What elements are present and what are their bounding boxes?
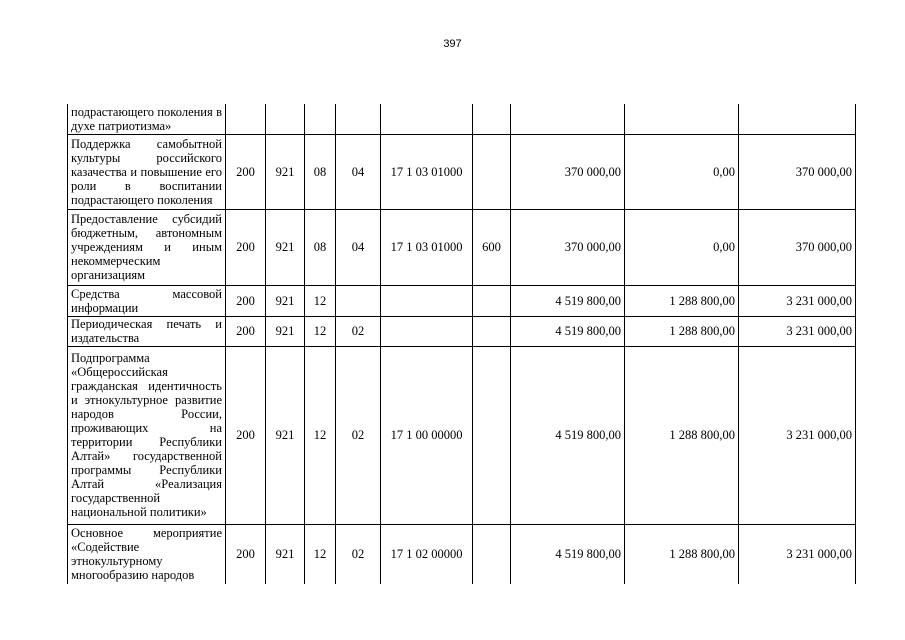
cell-expense-type (473, 316, 511, 346)
cell-amount-2: 1 288 800,00 (625, 524, 739, 584)
cell-amount-total: 370 000,00 (511, 134, 625, 209)
cell-section (305, 104, 336, 134)
row-description: Подпрограмма «Общероссийская гражданская идентичность и этнокультурное развитие народов России, проживающих на территории Республики Алтай» государственной программы Республики Алтай «Реализация государственной национальной политики» (68, 346, 226, 524)
table-row (68, 209, 856, 285)
cell-section: 12 (305, 346, 336, 524)
table-row (68, 346, 856, 524)
cell-amount-3: 3 231 000,00 (739, 316, 856, 346)
cell-amount-total: 4 519 800,00 (511, 316, 625, 346)
cell-amount-3: 3 231 000,00 (739, 346, 856, 524)
cell-code-1: 200 (226, 209, 266, 285)
cell-code-2: 921 (266, 134, 305, 209)
row-description: Поддержка самобытной культуры российского казачества и повышение его роли в воспитании подрастающего поколения (68, 134, 226, 209)
table-row (68, 285, 856, 316)
cell-amount-3: 370 000,00 (739, 134, 856, 209)
cell-amount-2: 1 288 800,00 (625, 285, 739, 316)
table-row (68, 134, 856, 209)
cell-code-1 (226, 104, 266, 134)
cell-expense-type (473, 104, 511, 134)
cell-code-1: 200 (226, 134, 266, 209)
cell-amount-3: 370 000,00 (739, 209, 856, 285)
cell-code-1: 200 (226, 285, 266, 316)
cell-subsection: 02 (336, 346, 381, 524)
row-description: Средства массовой информации (68, 285, 226, 316)
cell-target-article (381, 104, 473, 134)
cell-target-article: 17 1 02 00000 (381, 524, 473, 584)
cell-target-article: 17 1 03 01000 (381, 134, 473, 209)
table-row (68, 104, 856, 134)
cell-code-2: 921 (266, 316, 305, 346)
cell-code-2: 921 (266, 346, 305, 524)
cell-subsection (336, 104, 381, 134)
cell-section: 08 (305, 134, 336, 209)
cell-code-1: 200 (226, 346, 266, 524)
cell-amount-3 (739, 104, 856, 134)
row-description: Основное мероприятие «Содействие этнокультурному многообразию народов (68, 524, 226, 584)
cell-amount-total: 4 519 800,00 (511, 524, 625, 584)
cell-code-2: 921 (266, 524, 305, 584)
cell-amount-total: 370 000,00 (511, 209, 625, 285)
cell-target-article (381, 285, 473, 316)
cell-code-1: 200 (226, 524, 266, 584)
cell-section: 12 (305, 285, 336, 316)
cell-amount-2: 0,00 (625, 134, 739, 209)
row-description: подрастающего поколения в духе патриотизма» (68, 104, 226, 134)
cell-code-2 (266, 104, 305, 134)
cell-target-article (381, 316, 473, 346)
cell-subsection: 04 (336, 134, 381, 209)
cell-expense-type (473, 524, 511, 584)
cell-subsection: 04 (336, 209, 381, 285)
cell-amount-2 (625, 104, 739, 134)
cell-subsection: 02 (336, 316, 381, 346)
cell-expense-type (473, 134, 511, 209)
budget-table (67, 104, 856, 584)
table-row (68, 524, 856, 584)
cell-amount-total (511, 104, 625, 134)
cell-target-article: 17 1 03 01000 (381, 209, 473, 285)
page-number: 397 (443, 38, 462, 50)
cell-subsection: 02 (336, 524, 381, 584)
cell-section: 08 (305, 209, 336, 285)
row-description: Предоставление субсидий бюджетным, автономным учреждениям и иным некоммерческим организациям (68, 209, 226, 285)
cell-amount-3: 3 231 000,00 (739, 285, 856, 316)
cell-amount-2: 1 288 800,00 (625, 346, 739, 524)
cell-amount-3: 3 231 000,00 (739, 524, 856, 584)
row-description: Периодическая печать и издательства (68, 316, 226, 346)
cell-amount-2: 0,00 (625, 209, 739, 285)
cell-amount-2: 1 288 800,00 (625, 316, 739, 346)
cell-amount-total: 4 519 800,00 (511, 285, 625, 316)
table-row (68, 316, 856, 346)
cell-code-2: 921 (266, 209, 305, 285)
cell-code-1: 200 (226, 316, 266, 346)
cell-code-2: 921 (266, 285, 305, 316)
cell-target-article: 17 1 00 00000 (381, 346, 473, 524)
cell-amount-total: 4 519 800,00 (511, 346, 625, 524)
cell-expense-type (473, 285, 511, 316)
cell-section: 12 (305, 524, 336, 584)
cell-subsection (336, 285, 381, 316)
cell-expense-type (473, 346, 511, 524)
cell-section: 12 (305, 316, 336, 346)
cell-expense-type: 600 (473, 209, 511, 285)
